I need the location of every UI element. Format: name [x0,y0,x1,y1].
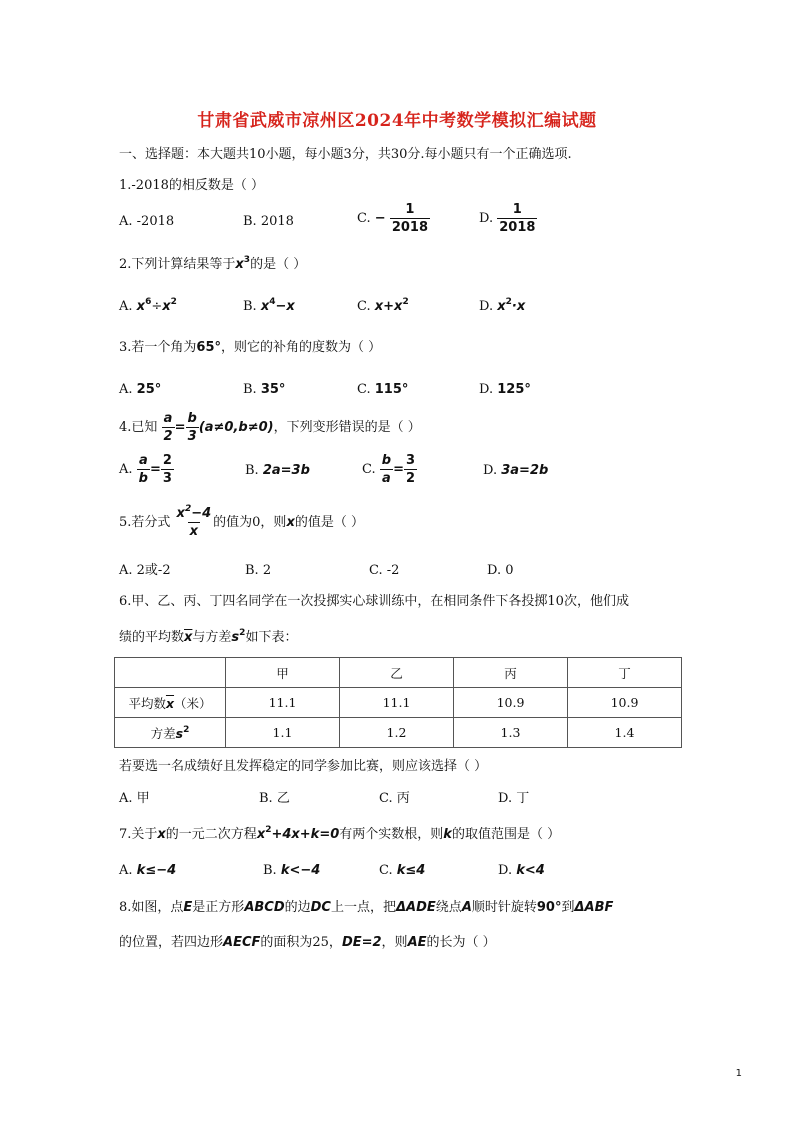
option-label: C. [357,211,371,226]
q7-option-b: B. k<−4 [263,863,321,878]
question-6-line-1: 6.甲、乙、丙、丁四名同学在一次投掷实心球训练中，在相同条件下各投掷10次，他们成 [119,594,629,609]
q3-option-d: D. 125° [479,382,531,397]
question-4-stem: 4.已知 $\frac{a}{2}$ = $\frac{b}{3}$ (a≠0,b≠0)，下列变形错误的是（ ） [119,411,421,444]
page-title: 甘肃省武威市凉州区2024年中考数学模拟汇编试题 [197,111,597,131]
row-label-variance: 方差$s^2$ [115,718,226,748]
table-cell: 1.4 [568,718,682,748]
question-8-line-2: 的位置，若四边形AECF的面积为25，DE=2，则AE的长为（ ） [119,935,496,950]
question-5-stem: 5.若分式 $\frac{x^2-4}{x}$ 的值为0，则x的值是（ ） [119,504,364,539]
q1-option-d: D. $\frac{1}{2018}$ [479,202,536,235]
q2-option-c: C. $x+x^2$ [357,297,409,314]
q6-option-b: B. 乙 [259,791,290,806]
q5-option-b: B. 2 [245,563,272,578]
table-cell: 11.1 [226,688,340,718]
score-table [114,657,682,748]
table-cell: 10.9 [454,688,568,718]
q1-option-c: C. − $\frac{1}{2018}$ [357,202,428,235]
q2-option-d: D. $x^2\cdot x$ [479,297,526,314]
q4-option-d: D. 3a=2b [483,463,549,478]
q4-option-b: B. 2a=3b [245,463,310,478]
table-header-cell: 乙 [340,658,454,688]
q5-option-c: C. -2 [369,563,400,578]
q7-option-c: C. k≤4 [379,863,426,878]
q3-option-c: C. 115° [357,382,409,397]
question-1-stem: 1.-2018的相反数是（ ） [119,178,265,193]
table-row [115,718,682,748]
question-2-stem: 2.下列计算结果等于$x^3$的是（ ） [119,255,307,272]
question-6-line-2: 绩的平均数$\overline{x}$与方差$s^2$如下表： [119,628,298,645]
table-row [115,688,682,718]
table-header-cell: 丁 [568,658,682,688]
minus-sign: − [374,211,386,226]
table-cell: 1.3 [454,718,568,748]
row-label-mean: 平均数$\overline{x}$（米） [115,688,226,718]
q6-option-d: D. 丁 [498,791,530,806]
q5-option-d: D. 0 [487,563,514,578]
table-cell: 1.2 [340,718,454,748]
q1-option-b: B. 2018 [243,214,294,229]
table-header-cell [115,658,226,688]
question-8-line-1: 8.如图，点E是正方形ABCD的边DC上一点，把ΔADE绕点A顺时针旋转90°到ΔABF [119,900,614,915]
question-3-stem: 3.若一个角为65°，则它的补角的度数为（ ） [119,340,382,355]
question-7-stem: 7.关于x的一元二次方程$x^2+4x+k=0$有两个实数根，则k的取值范围是（ ） [119,825,561,842]
q6-option-c: C. 丙 [379,791,410,806]
question-6-prompt: 若要选一名成绩好且发挥稳定的同学参加比赛，则应该选择（ ） [119,759,488,774]
table-cell: 10.9 [568,688,682,718]
q4-option-c: C. $\frac{b}{a}$ = $\frac{3}{2}$ [362,453,416,486]
q5-option-a: A. 2或-2 [119,563,171,578]
q7-option-a: A. k≤−4 [119,863,177,878]
q2-option-b: B. $x^4-x$ [243,297,295,314]
table-cell: 11.1 [340,688,454,718]
q6-option-a: A. 甲 [119,791,150,806]
page-number: 1 [735,1068,742,1079]
table-header-cell: 甲 [226,658,340,688]
q2-option-a: A. $x^6\div x^2$ [119,297,177,314]
q3-option-a: A. 25° [119,382,162,397]
q1-option-a: A. -2018 [119,214,175,229]
table-cell: 1.1 [226,718,340,748]
section-heading: 一、选择题：本大题共10小题，每小题3分，共30分.每小题只有一个正确选项. [119,147,572,162]
table-header-row [115,658,682,688]
q7-option-d: D. k<4 [498,863,545,878]
table-header-cell: 丙 [454,658,568,688]
option-label: D. [479,211,494,226]
q4-option-a: A. $\frac{a}{b}$ = $\frac{2}{3}$ [119,453,172,486]
q3-option-b: B. 35° [243,382,286,397]
